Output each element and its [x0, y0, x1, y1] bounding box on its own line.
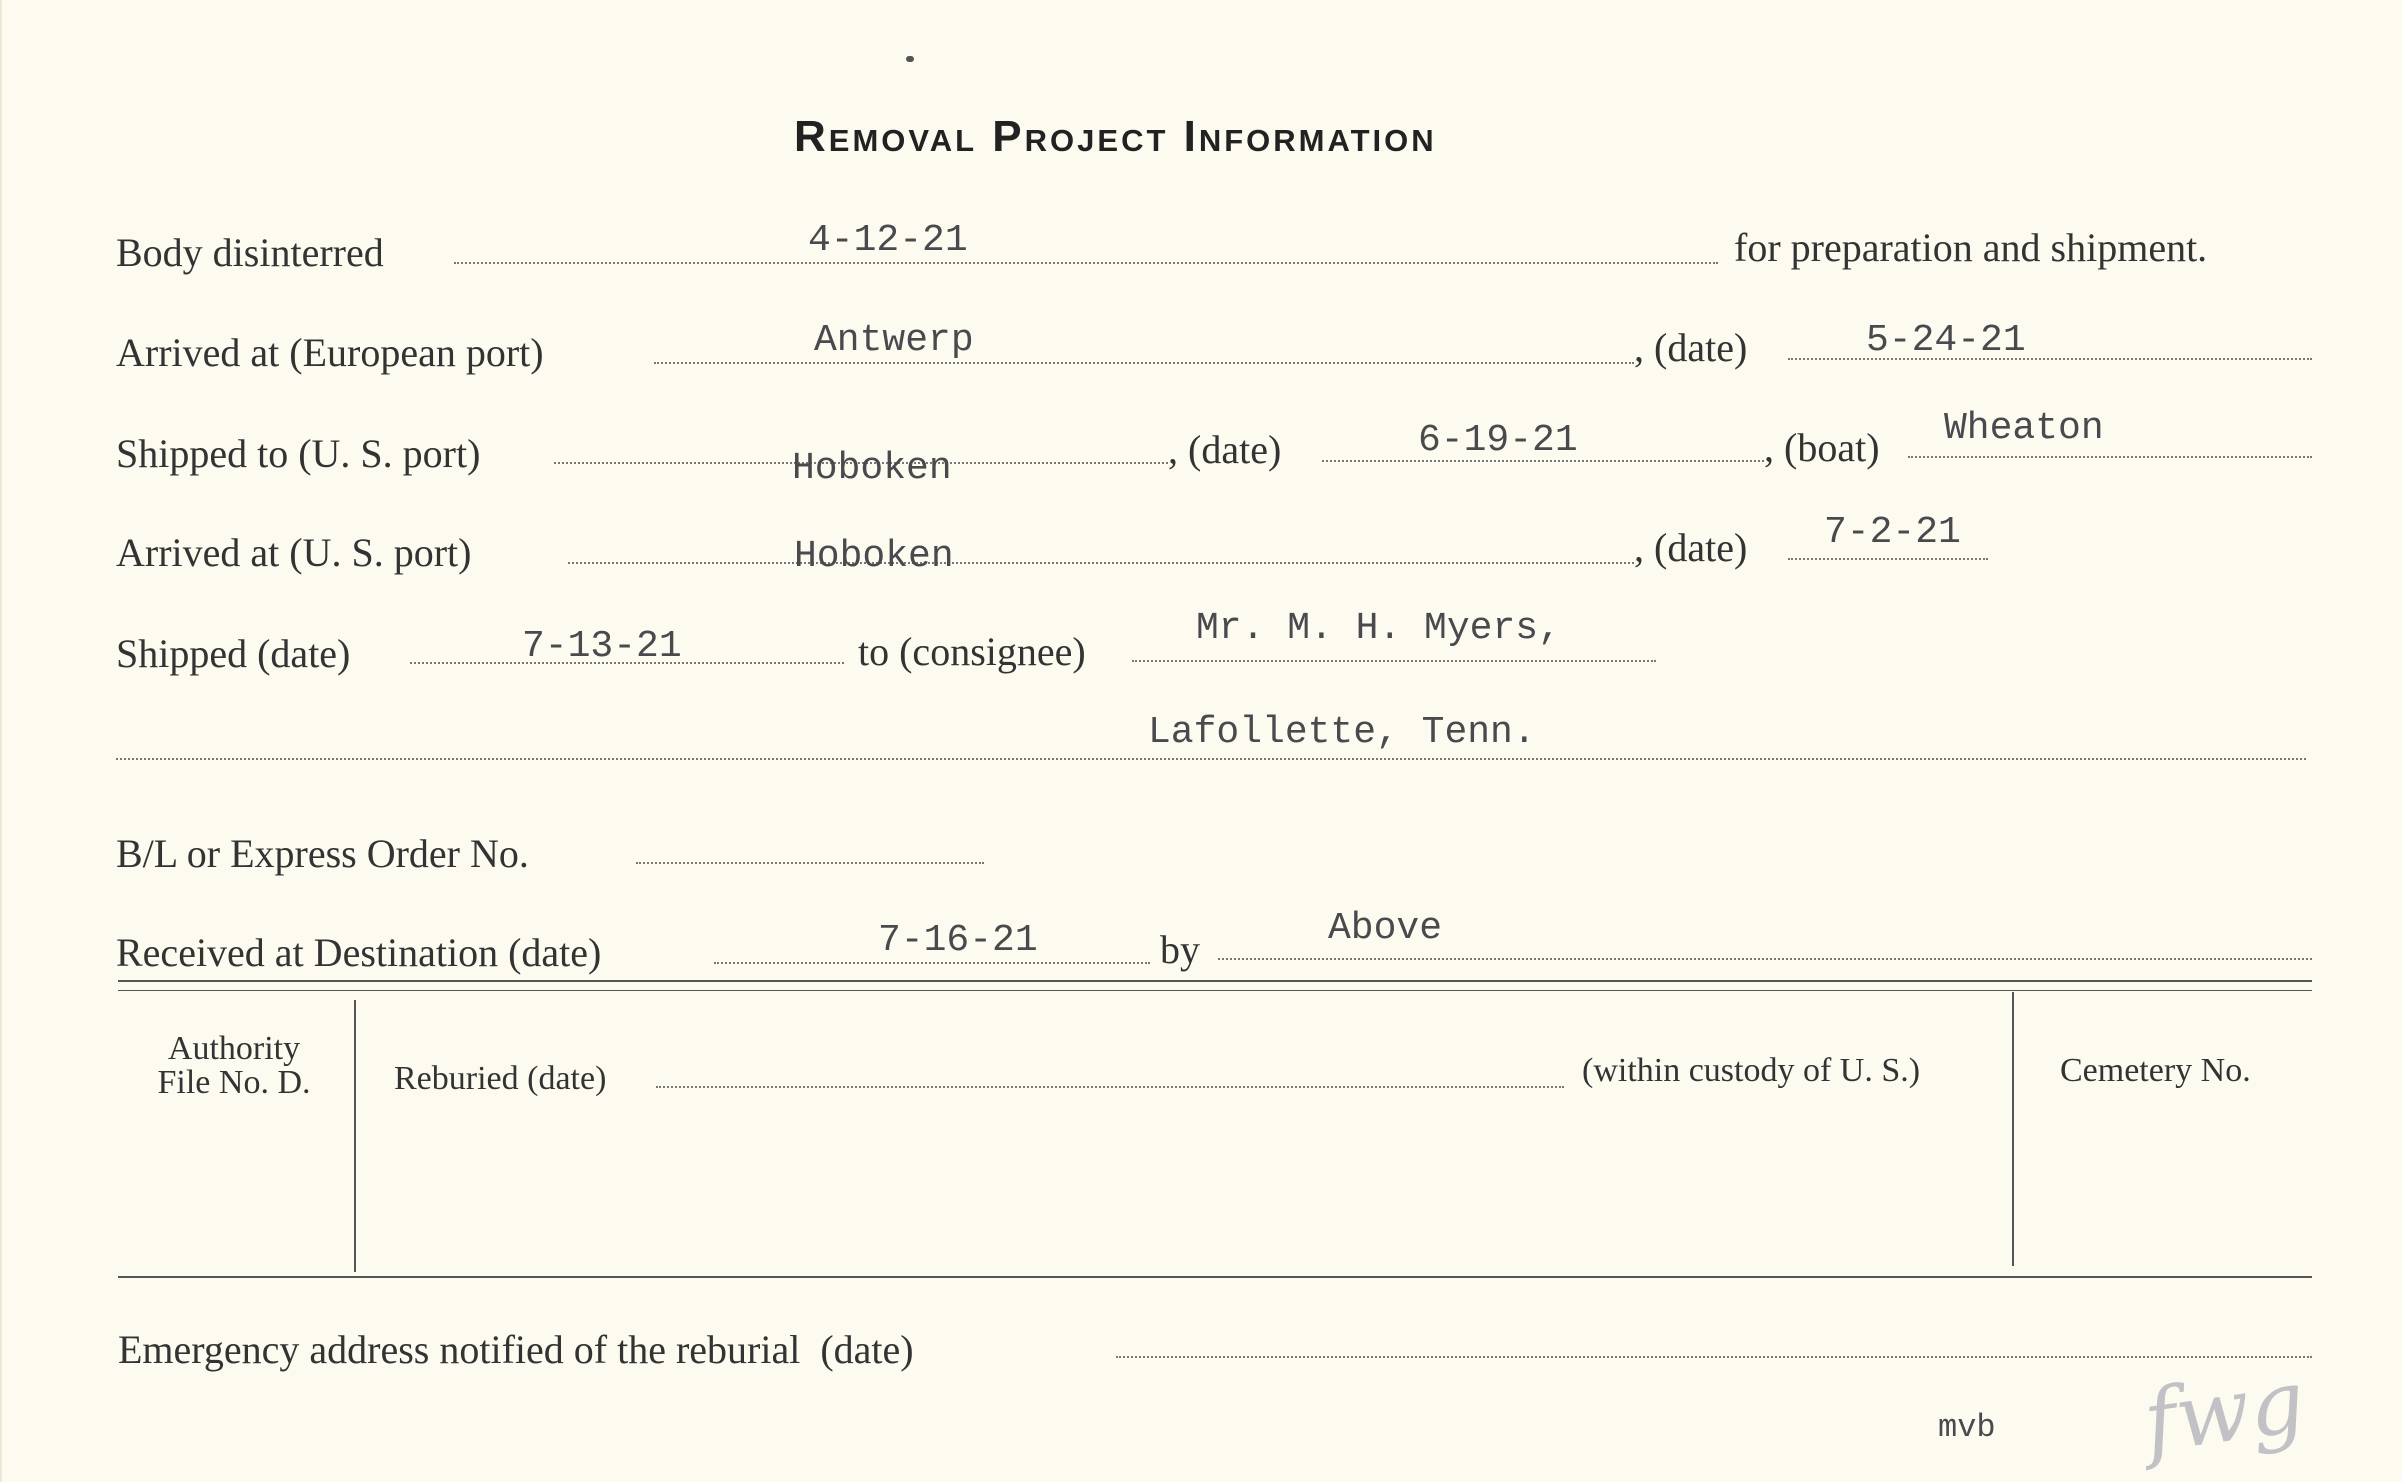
arrived-us-port: Hoboken	[794, 535, 954, 578]
authority-line1: Authority	[167, 1030, 301, 1067]
reburied-label: Reburied (date)	[394, 1060, 607, 1097]
arrived-european-line	[654, 362, 1634, 364]
shipped-to-us-date-label: , (date)	[1168, 427, 1282, 472]
table-divider-left	[354, 1000, 356, 1272]
arrived-us-date-line	[1788, 558, 1988, 560]
received-by: Above	[1328, 907, 1443, 950]
handwritten-initials: fwg	[2137, 1351, 2311, 1473]
consignee-address-line	[116, 758, 2306, 760]
received-label: Received at Destination (date)	[116, 930, 602, 975]
shipped-to-us-label: Shipped to (U. S. port)	[116, 431, 481, 476]
table-top-rule-inner	[118, 990, 2312, 991]
arrived-us-label: Arrived at (U. S. port)	[116, 530, 472, 575]
consignee-name: Mr. M. H. Myers,	[1196, 607, 1561, 650]
arrived-european-port: Antwerp	[814, 319, 974, 362]
preparation-suffix: for preparation and shipment.	[1734, 225, 2208, 270]
shipped-to-us-port: Hoboken	[792, 447, 952, 490]
arrived-us-date: 7-2-21	[1824, 511, 1961, 554]
body-disinterred-line	[454, 262, 1718, 264]
emergency-label: Emergency address notified of the reburial (date)	[118, 1327, 914, 1372]
authority-label	[124, 1032, 344, 1100]
typed-initials: mvb	[1938, 1409, 1996, 1446]
table-top-rule	[118, 980, 2312, 982]
ink-speck	[906, 56, 914, 62]
boat-name: Wheaton	[1944, 407, 2104, 450]
received-date-line	[714, 962, 1150, 964]
received-date: 7-16-21	[878, 919, 1038, 962]
bl-order-label: B/L or Express Order No.	[116, 831, 529, 876]
bl-order-line	[636, 862, 984, 864]
authority-line2: File No. D.	[157, 1064, 311, 1101]
table-bottom-rule	[118, 1276, 2312, 1278]
shipped-to-us-date: 6-19-21	[1418, 419, 1578, 462]
arrived-european-date: 5-24-21	[1866, 319, 2026, 362]
arrived-us-date-label: , (date)	[1634, 525, 1748, 570]
boat-line	[1908, 456, 2312, 458]
arrived-us-line	[568, 562, 1634, 564]
reburied-line	[656, 1086, 1564, 1088]
shipped-date: 7-13-21	[522, 625, 682, 668]
body-disinterred-value: 4-12-21	[808, 219, 968, 262]
received-by-label: by	[1160, 927, 1200, 972]
emergency-line	[1116, 1356, 2312, 1358]
cemetery-label: Cemetery No.	[2060, 1052, 2251, 1089]
boat-label: , (boat)	[1764, 425, 1880, 470]
received-by-line	[1218, 958, 2312, 960]
consignee-address: Lafollette, Tenn.	[1148, 711, 1536, 754]
consignee-label: to (consignee)	[858, 629, 1086, 674]
table-divider-right	[2012, 992, 2014, 1266]
arrived-european-label: Arrived at (European port)	[116, 330, 544, 375]
card-title: Removal Project Information	[794, 112, 1437, 161]
custody-label: (within custody of U. S.)	[1582, 1052, 1921, 1089]
consignee-line	[1132, 660, 1656, 662]
shipped-date-label: Shipped (date)	[116, 631, 351, 676]
arrived-european-date-label: , (date)	[1634, 325, 1748, 370]
body-disinterred-label: Body disinterred	[116, 230, 384, 275]
